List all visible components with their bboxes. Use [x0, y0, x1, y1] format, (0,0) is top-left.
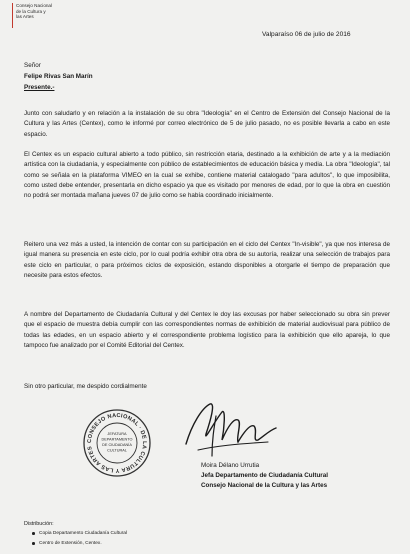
seal-inner-line-1: JEFATURA: [107, 432, 127, 436]
closing-line: Sin otro particular, me despido cordialmente: [24, 383, 147, 390]
distribution-item-1: [39, 531, 127, 536]
handwritten-signature: [176, 400, 280, 464]
official-seal: [82, 408, 152, 478]
signer-name: Moira Délano Urrutia: [201, 462, 260, 469]
seal-inner-line-2: DEPARTAMENTO: [101, 437, 133, 442]
letterhead-line-2: de la Cultura y: [16, 8, 46, 14]
paragraph-3: Reitero una vez más a usted, la intención de contar con su participación en el ciclo del Centex "In-visible", ya que nos interesa de igual manera su presencia en este ciclo, por lo cual podría exhibir otra obra de su autoría, realizar una selección de trabajos para este ciclo en particular, o para próximos ciclos de exposición, estando disponibles a otorgarle el tiempo de preparación que necesite para estos efectos.: [24, 241, 390, 279]
seal-outer-text: CONSEJO NACIONAL · DE LA CULTURA Y LAS ARTES: [86, 412, 148, 474]
distribution-item-label: Copia Departamento Ciudadanía Cultural: [39, 531, 127, 536]
letterhead-line-1: Consejo Nacional: [16, 3, 53, 8]
letterhead-line-3: las Artes: [16, 14, 34, 20]
distribution-title: Distribución:: [24, 521, 54, 527]
paragraph-4: A nombre del Departamento de Ciudadanía Cultural y del Centex le doy las excusas por haber seleccionado su obra sin prever que el espacio de muestra debía cumplir con las correspondientes normas de exhibición de material audiovisual para público de todas las edades, en un espacio abierto y el correspondiente problema logístico para la exhibición que ello apareja, lo que tampoco fue analizado por el Comité Editorial del Centex.: [24, 311, 390, 349]
signer-organization: Consejo Nacional de la Cultura y las Artes: [201, 482, 328, 489]
paragraph-2: El Centex es un espacio cultural abierto a todo público, sin restricción etaria, destinado a la exhibición de arte y a la mediación artística con la ciudadanía, y especialmente con público de establecimientos de educación básica y media. La obra "Ideología", tal como se señala en la plataforma VIMEO en la cual se exhibe, contiene material catalogado "para adultos", lo que imposibilita, como usted debe entender, presentarla en dicho espacio ya que es visitado por menores de edad, por lo que la obra en cuestión no podrá ser montada mañana jueves 07 de julio como se había coordinado inicialmente.: [24, 151, 390, 200]
letter-date: Valparaíso 06 de julio de 2016: [262, 31, 351, 38]
salutation: Señor: [24, 62, 41, 69]
presente-line: Presente.-: [24, 84, 55, 91]
bullet-icon: [32, 532, 35, 535]
bullet-icon: [32, 542, 35, 545]
seal-inner-line-3: DE CIUDADANÍA: [102, 443, 132, 447]
distribution-item-label: Centro de Extensión, Centex.: [39, 541, 102, 546]
addressee-name: Felipe Rivas San Marín: [24, 73, 93, 80]
signer-role: Jefa Departamento de Ciudadanía Cultural: [201, 472, 329, 479]
paragraph-1: Junto con saludarlo y en relación a la instalación de su obra "Ideología" en el Centro de Extensión del Consejo Nacional de la Cultura y las Artes (Centex), como le informé por correo electrónico de 5 de julio pasado, no es posible llevarla a cabo en este espacio.: [24, 110, 390, 138]
distribution-item-2: [39, 541, 102, 546]
letterhead-logo-bar: [12, 3, 13, 28]
seal-inner-line-4: CULTURAL: [107, 448, 127, 453]
